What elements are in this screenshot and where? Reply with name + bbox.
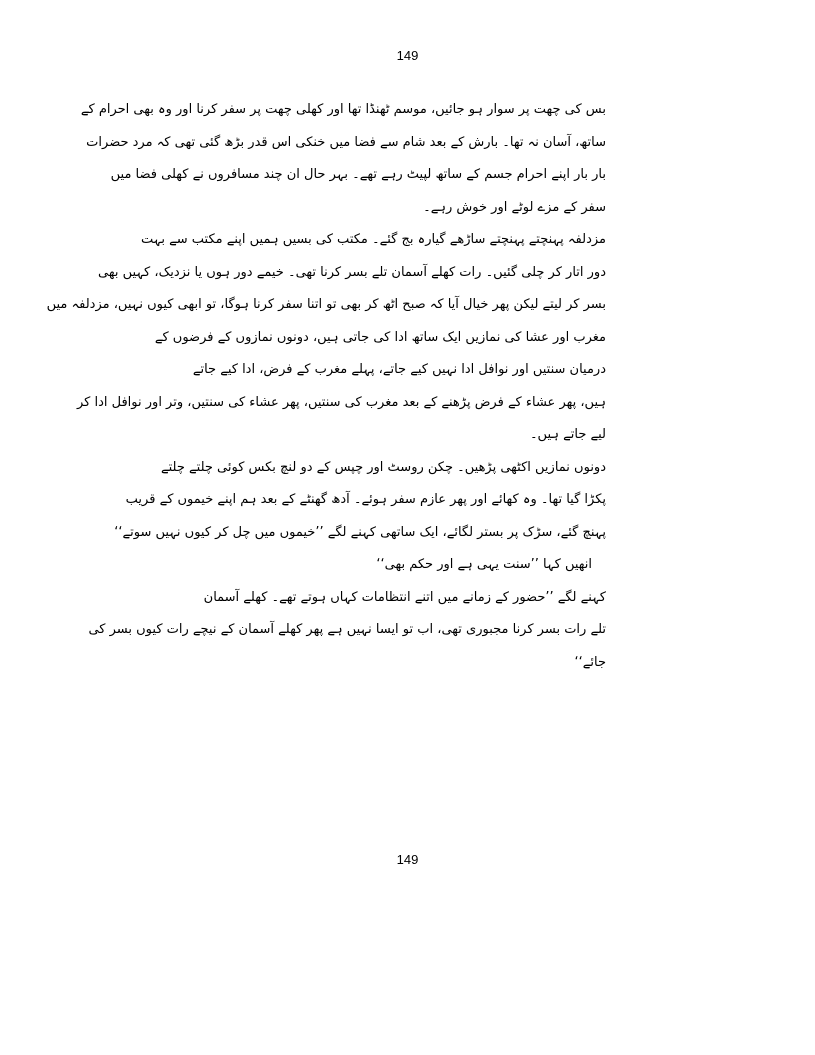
text-line: لیے جاتے ہیں۔ bbox=[529, 427, 606, 442]
page-number-bottom: 149 bbox=[396, 852, 419, 867]
text-line: مزدلفہ پہنچتے پہنچتے ساڑھے گیارہ بج گئے۔ مکتب کی بسیں ہمیں اپنے مکتب سے بہت bbox=[141, 232, 606, 247]
text-line: دور اتار کر چلی گئیں۔ رات کھلے آسمان تلے بسر کرنا تھی۔ خیمے دور ہوں یا نزدیک، کہیں بھی bbox=[98, 264, 606, 280]
text-line: درمیان سنتیں اور نوافل ادا نہیں کیے جاتے، پہلے مغرب کے فرض، ادا کیے جاتے bbox=[192, 362, 606, 377]
text-line: پکڑا گیا تھا۔ وہ کھائے اور پھر عازم سفر ہوئے۔ آدھ گھنٹے کے بعد ہم اپنے خیموں کے قریب bbox=[125, 492, 606, 507]
body-text bbox=[46, 94, 606, 679]
text-line: ساتھ، آسان نہ تھا۔ بارش کے بعد شام سے فضا میں خنکی اس قدر بڑھ گئی تھی کہ مرد حضرات bbox=[86, 134, 606, 150]
text-line: بس کی چھت پر سوار ہو جائیں، موسم ٹھنڈا تھا اور کھلی چھت پر سفر کرنا اور وہ بھی احرام کے bbox=[80, 102, 606, 117]
text-line: بار بار اپنے احرام جسم کے ساتھ لپیٹ رہے تھے۔ بہر حال ان چند مسافروں نے کھلی فضا میں bbox=[110, 167, 606, 182]
text-line: مغرب اور عشا کی نمازیں ایک ساتھ ادا کی جاتی ہیں، دونوں نمازوں کے فرضوں کے bbox=[154, 329, 606, 345]
text-line: دونوں نمازیں اکٹھی پڑھیں۔ چکن روسٹ اور چپس کے دو لنچ بکس کوئی چلتے چلتے bbox=[161, 459, 606, 475]
text-line: سفر کے مزے لوٹے اور خوش رہے۔ bbox=[423, 199, 606, 215]
text-line: بسر کر لیتے لیکن پھر خیال آیا کہ صبح اٹھ کر بھی تو اتنا سفر کرنا ہوگا، تو ابھی کیوں نہیں، مزدلفہ میں bbox=[46, 297, 606, 312]
text-line: پہنچ گئے، سڑک پر بستر لگائے، ایک ساتھی کہنے لگے ’’خیموں میں چل کر کیوں نہیں سوتے‘‘ bbox=[114, 524, 606, 540]
text-line: تلے رات بسر کرنا مجبوری تھی، اب تو ایسا نہیں ہے پھر کھلے آسمان کے نیچے رات کیوں بسر کی bbox=[88, 622, 606, 637]
text-line: انھیں کہا ’’سنت یہی ہے اور حکم بھی‘‘ bbox=[376, 557, 592, 572]
page-number-top: 149 bbox=[396, 48, 419, 63]
text-line: کہنے لگے ’’حضور کے زمانے میں اتنے انتظامات کہاں ہوتے تھے۔ کھلے آسمان bbox=[203, 589, 606, 605]
text-line: جائے‘‘ bbox=[574, 654, 606, 670]
text-line: ہیں، پھر عشاء کے فرض پڑھنے کے بعد مغرب کی سنتیں، پھر عشاء کی سنتیں، وتر اور نوافل ادا کر bbox=[76, 394, 606, 410]
